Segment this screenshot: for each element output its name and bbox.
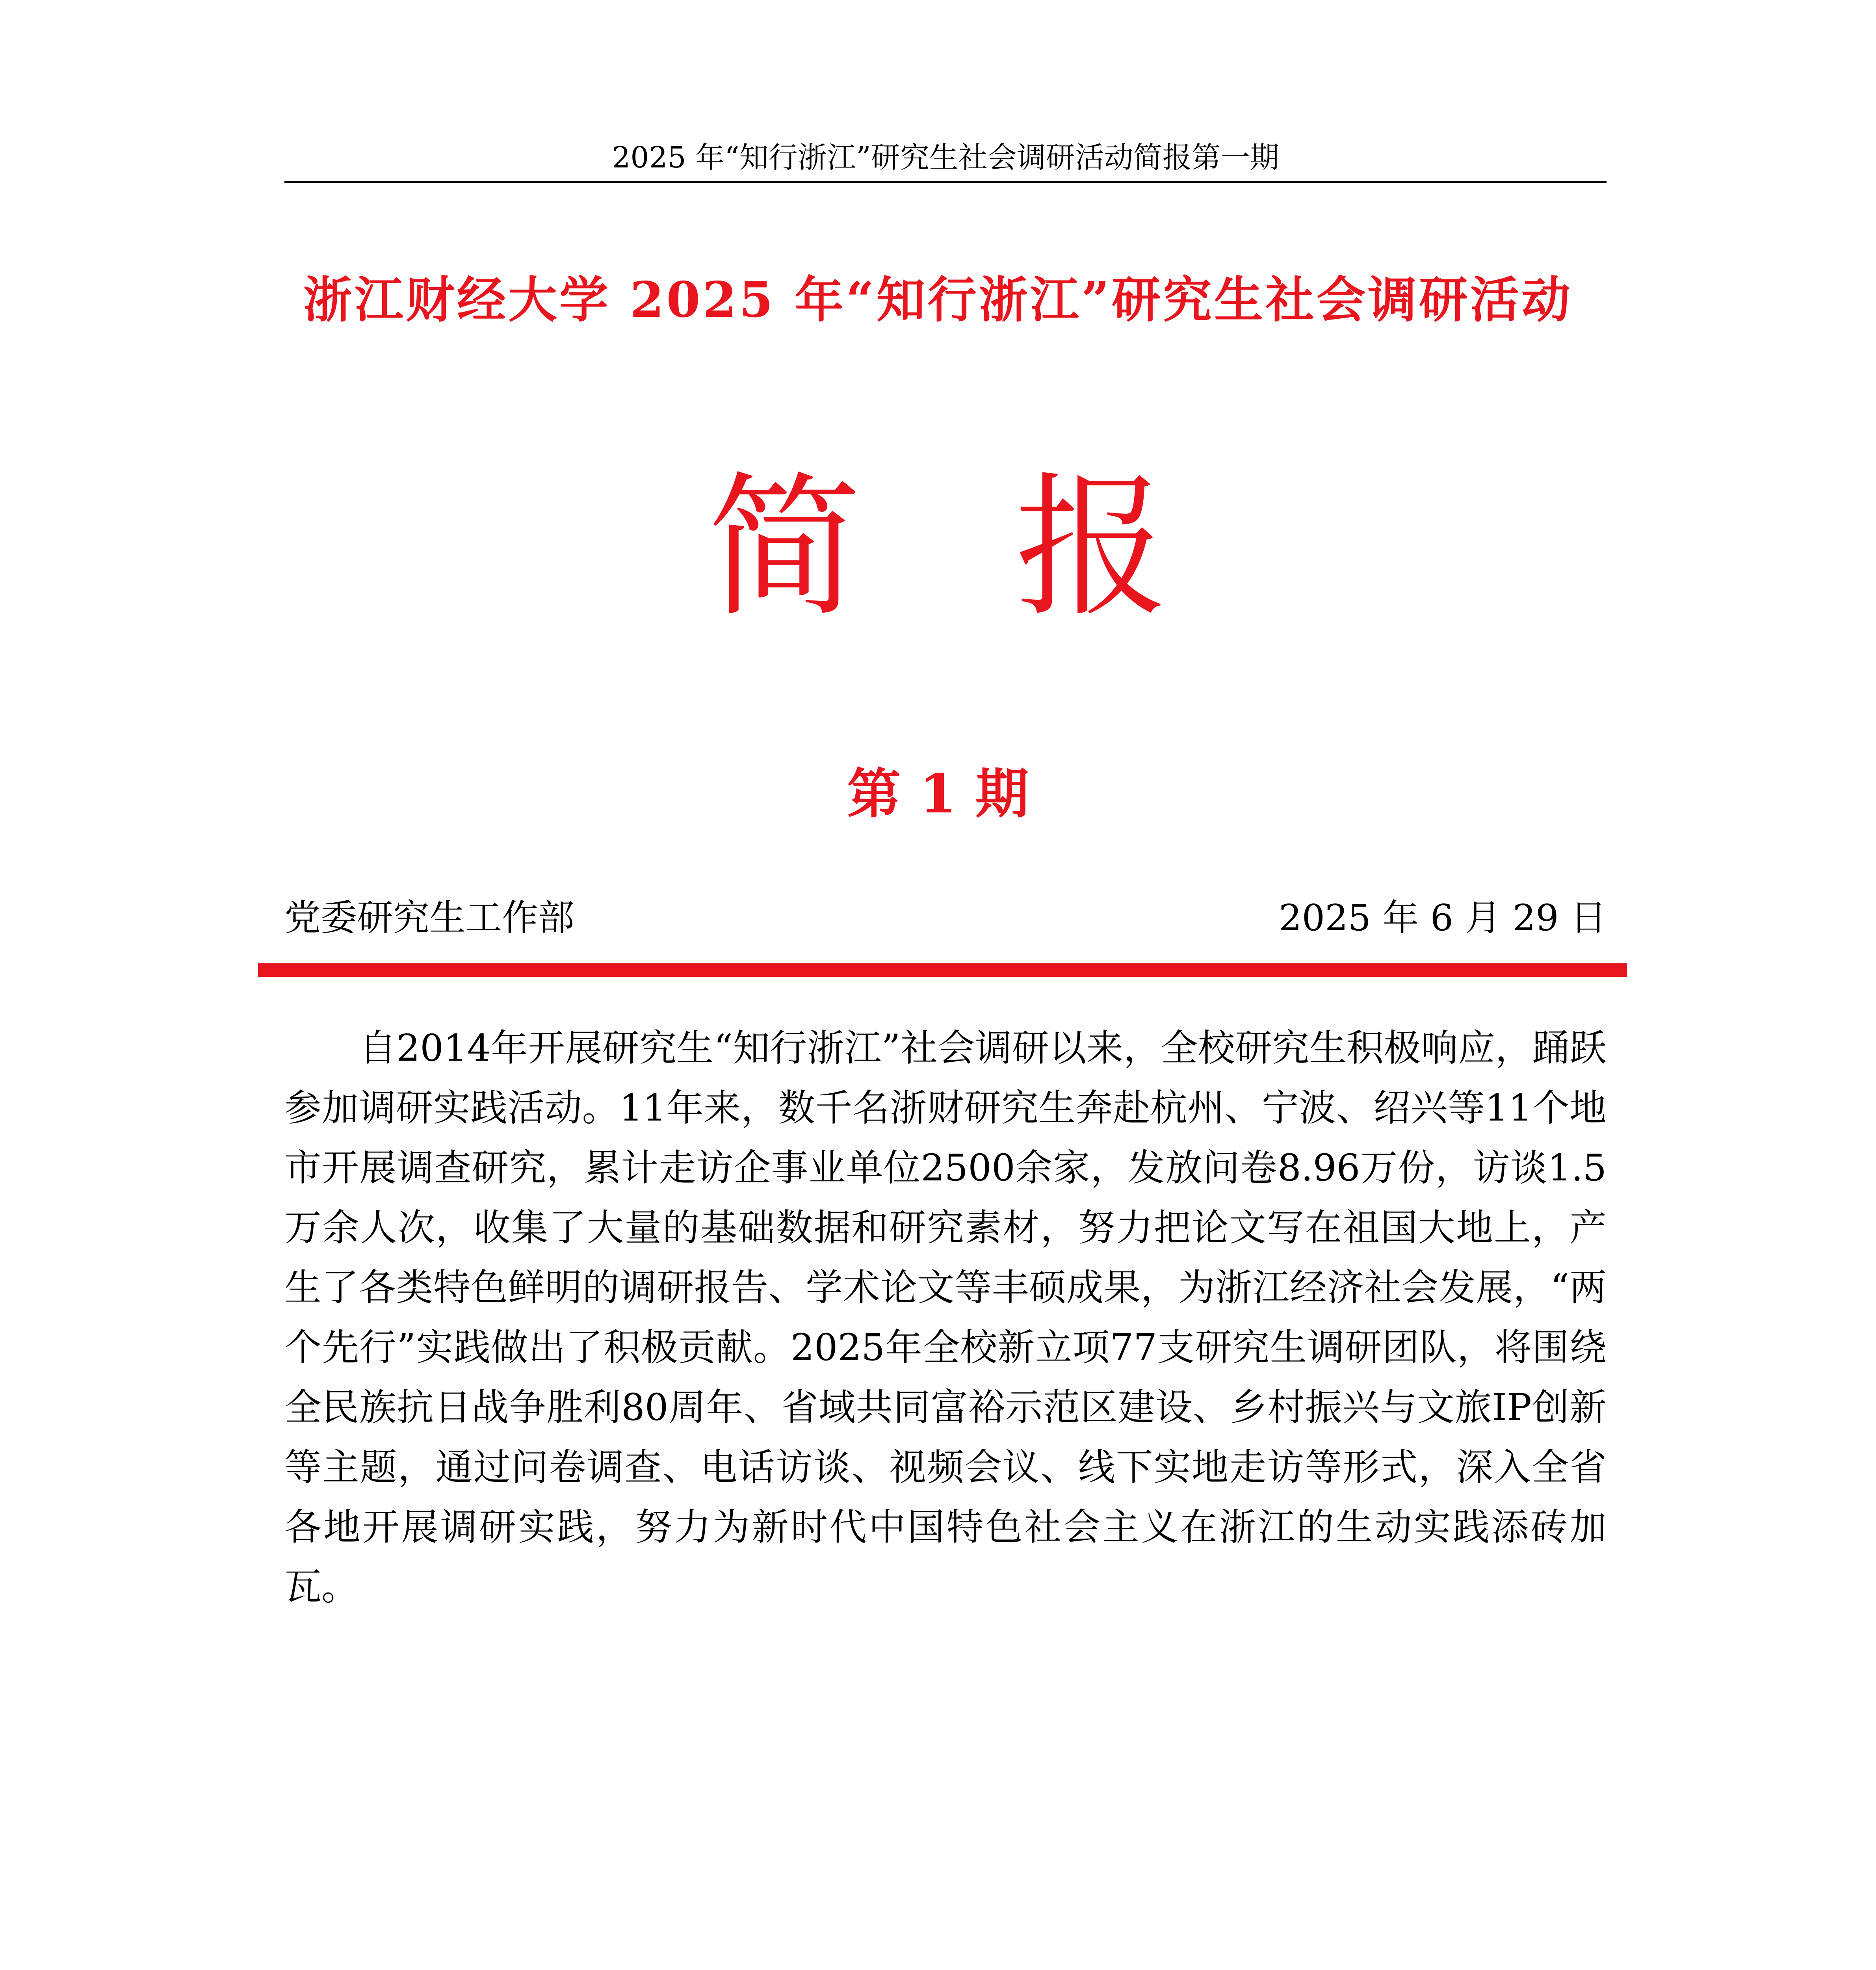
page-header (284, 122, 1607, 183)
issue-date: 2025 年 6 月 29 日 (1279, 897, 1607, 939)
running-title: 2025 年“知行浙江”研究生社会调研活动简报第一期 (612, 141, 1279, 175)
organization-title: 浙江财经大学 2025 年“知行浙江”研究生社会调研活动 (303, 271, 1573, 329)
bulletin-title: 简 报 (708, 458, 1168, 637)
meta-row (284, 892, 1607, 944)
issuing-department: 党委研究生工作部 (284, 897, 575, 939)
red-divider (258, 963, 1627, 977)
issue-number: 第 1 期 (847, 762, 1029, 825)
body-paragraph: 自2014年开展研究生“知行浙江”社会调研以来，全校研究生积极响应，踊跃参加调研实践活动。11年来，数千名浙财研究生奔赴杭州、宁波、绍兴等11个地市开展调查研究，累计走访企事业单位2500余家，发放问卷8.96万份，访谈1.5万余人次，收集了大量的基础数据和研究素材，努力把论文写在祖国大地上，产生了各类特色鲜明的调研报告、学术论文等丰硕成果，为浙江经济社会发展，“两个先行”实践做出了积极贡献。2025年全校新立项77支研究生调研团队，将围绕全民族抗日战争胜利80周年、省域共同富裕示范区建设、乡村振兴与文旅IP创新等主题，通过问卷调查、电话访谈、视频会议、线下实地走访等形式，深入全省各地开展调研实践，努力为新时代中国特色社会主义在浙江的生动实践添砖加瓦。 (284, 1027, 1607, 1609)
